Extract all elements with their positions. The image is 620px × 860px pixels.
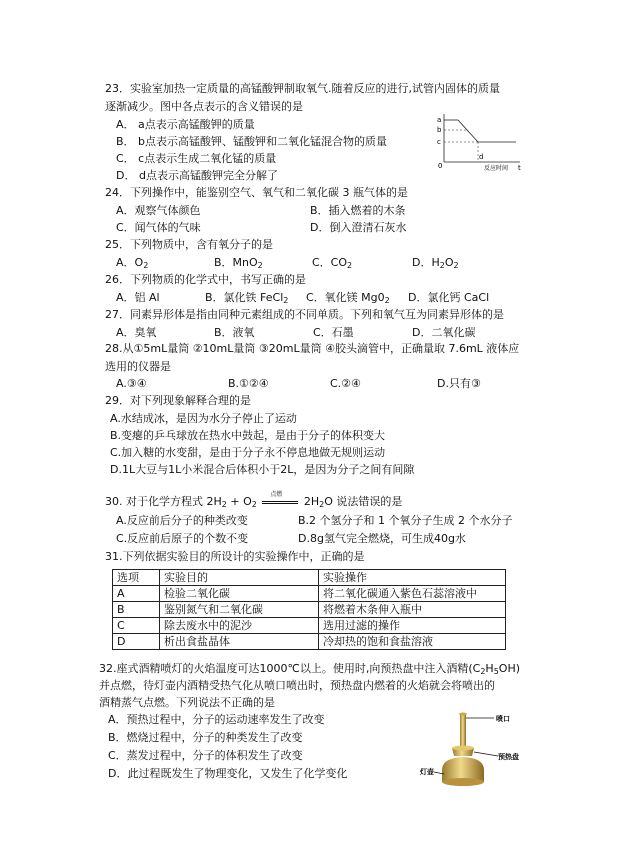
q23-stem-line2: 逐渐减少。图中各点表示的含义错误的是 [105, 100, 303, 113]
table-header-cell: 实验目的 [160, 570, 319, 586]
graph-label-c: c [437, 138, 441, 146]
table-cell: 冷却热的饱和食盐溶液 [319, 634, 506, 650]
q26-option-d: D．氯化钙 CaCl [408, 291, 490, 304]
q24-option-a: A．观察气体颜色 [116, 204, 201, 217]
table-cell: A [113, 586, 160, 602]
table-row [113, 602, 506, 618]
q30-stem: 30. 对于化学方程式 $2H_2 + O_2$ 点燃 $2H_2O$ 说法错误的是 [105, 495, 402, 509]
table-header-cell: 实验操作 [319, 570, 506, 586]
q26-stem: 26．下列物质的化学式中，书写正确的是 [105, 273, 306, 286]
label-nozzle: 喷口 [496, 715, 510, 723]
q25-option-a: A．$O_2$ [116, 256, 149, 270]
q30-option-a: A.反应前后分子的种类改变 [116, 514, 248, 527]
q26-option-a: A．铝 Al [116, 291, 160, 304]
q32-option-c: C．蒸发过程中，分子的体积发生了改变 [108, 749, 303, 762]
q27-option-b: B．液氧 [214, 326, 255, 339]
q24-stem: 24．下列操作中，能鉴别空气、氧气和二氧化碳 3 瓶气体的是 [105, 186, 408, 199]
label-pot: 灯壶 [420, 768, 434, 776]
q32-option-d: D．此过程既发生了物理变化，又发生了化学变化 [108, 767, 348, 780]
q32-stem-line2: 并点燃，待灯壶内酒精受热气化从喷口喷出时，预热盘内燃着的火焰就会将喷出的 [99, 679, 495, 692]
q27-option-c: C．石墨 [313, 326, 354, 339]
nozzle-tube [460, 714, 466, 748]
q28-option-c: C.②④ [330, 377, 361, 390]
ignite-label: 点燃 [270, 491, 283, 498]
q28-option-b: B.①②④ [228, 377, 269, 390]
alcohol-blowtorch-figure [420, 710, 530, 794]
label-pan: 预热盘 [498, 753, 519, 761]
q23-mass-time-graph [428, 112, 524, 172]
q23-option-c: C． c点表示生成二氧化锰的质量 [116, 152, 277, 165]
table-cell: B [113, 602, 160, 618]
graph-xlabel: 反应时间 [484, 165, 509, 172]
q29-stem: 29．对下列现象解释合理的是 [105, 394, 251, 407]
ignite-arrow [260, 491, 300, 509]
graph-origin: 0 [438, 162, 443, 170]
q31-table [112, 569, 506, 650]
q26-option-b: B．氯化铁 FeCl$_2$ [205, 291, 289, 305]
table-row [113, 618, 506, 634]
q24-option-c: C．闻气体的气味 [116, 221, 201, 234]
q32-option-b: B．燃烧过程中，分子的种类发生了改变 [108, 731, 303, 744]
q23-option-a: A． a点表示高锰酸钾的质量 [116, 118, 255, 131]
q27-option-a: A．臭氧 [116, 326, 157, 339]
q25-stem: 25．下列物质中，含有氧分子的是 [105, 238, 273, 251]
q30-option-b: B.2 个氢分子和 1 个氧分子生成 2 个水分子 [298, 514, 513, 527]
table-cell: 除去废水中的泥沙 [160, 618, 319, 634]
q25-option-b: B．MnO$_2$ [214, 256, 263, 270]
table-row [113, 634, 506, 650]
q27-stem: 27．同素异形体是指由同种元素组成的不同单质。下列和氧气互为同素异形体的是 [105, 308, 504, 321]
q23-stem-line1: 23．实验室加热一定质量的高锰酸钾制取氧气.随着反应的进行,试管内固体的质量 [105, 82, 500, 95]
q32-stem-line1: 32.座式酒精喷灯的火焰温度可达1000℃以上。使用时,向预热盘中注入酒精$(C_2H_5OH)$ [99, 662, 521, 676]
table-cell: 析出食盐晶体 [160, 634, 319, 650]
table-cell: 鉴别氮气和二氧化碳 [160, 602, 319, 618]
table-header-row [113, 570, 506, 586]
table-cell: C [113, 618, 160, 634]
q28-stem-line1: 28.从①5mL量筒 ②10mL量筒 ③20mL量筒 ④胶头滴管中，正确量取 7.6mL 液体应 [105, 342, 520, 355]
q24-option-d: D．倒入澄清石灰水 [310, 221, 407, 234]
table-cell: 选用过滤的操作 [319, 618, 506, 634]
q25-option-c: C．$CO_2$ [312, 256, 353, 270]
q28-option-a: A.③④ [116, 377, 147, 390]
table-cell: 检验二氧化碳 [160, 586, 319, 602]
q29-option-d: D.1L大豆与1L小米混合后体积小于2L，是因为分子之间有间隙 [110, 463, 415, 476]
table-header-cell: 选项 [113, 570, 160, 586]
q32-option-a: A．预热过程中，分子的运动速率发生了改变 [108, 713, 325, 726]
graph-label-d: d [479, 153, 484, 161]
q23-option-d: D． d点表示高锰酸钾完全分解了 [116, 169, 278, 182]
q28-stem-line2: 选用的仪器是 [105, 360, 171, 373]
graph-label-a: a [437, 116, 442, 124]
q30-option-c: C.反应前后原子的个数不变 [116, 532, 249, 545]
q29-option-c: C.加入糖的水变甜，是由于分子永不停息地做无规则运动 [110, 446, 386, 459]
q27-option-d: D．二氧化碳 [412, 326, 476, 339]
q26-option-c: C．氧化镁 $Mg0_2$ [306, 291, 390, 305]
graph-label-b: b [437, 126, 442, 134]
table-row [113, 586, 506, 602]
q30-option-d: D.8g氢气完全燃烧，可生成40g水 [298, 532, 466, 545]
q25-option-d: D．$H_2O_2$ [412, 256, 459, 270]
table-cell: D [113, 634, 160, 650]
graph-xend: t [518, 164, 521, 172]
q24-option-b: B．插入燃着的木条 [310, 204, 406, 217]
q29-option-a: A.水结成冰，是因为水分子停止了运动 [110, 412, 297, 425]
q28-option-d: D.只有③ [437, 377, 481, 390]
table-cell: 将燃着木条伸入瓶中 [319, 602, 506, 618]
table-cell: 将二氧化碳通入紫色石蕊溶液中 [319, 586, 506, 602]
q31-stem: 31.下列依据实验目的所设计的实验操作中，正确的是 [105, 550, 365, 563]
q23-option-b: B． b点表示高锰酸钾、锰酸钾和二氧化锰混合物的质量 [116, 135, 388, 148]
q32-stem-line3: 酒精蒸气点燃。下列说法不正确的是 [99, 696, 275, 709]
q29-option-b: B.变瘪的乒乓球放在热水中鼓起，是由于分子的体积变大 [110, 429, 386, 442]
